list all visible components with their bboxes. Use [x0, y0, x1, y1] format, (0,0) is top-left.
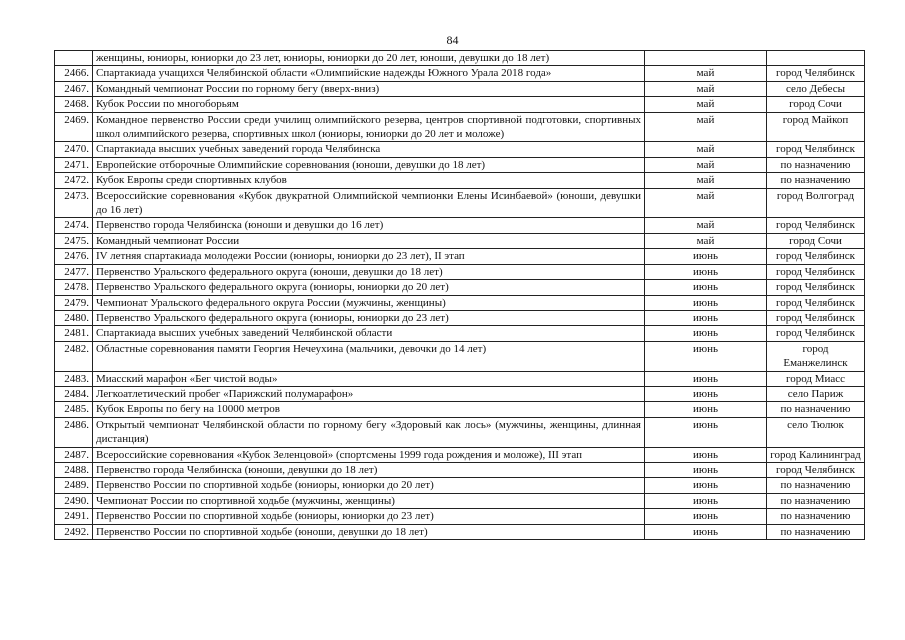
table-row	[55, 417, 865, 447]
event-month-cell: май	[645, 142, 767, 157]
event-place-cell: город Челябинск	[767, 264, 865, 279]
event-name-cell: Чемпионат Уральского федерального округа России (мужчины, женщины)	[93, 295, 645, 310]
event-name-cell: женщины, юниоры, юниорки до 23 лет, юниоры, юниорки до 20 лет, юноши, девушки до 18 лет)	[93, 51, 645, 66]
event-number-cell: 2489.	[55, 478, 93, 493]
event-place-cell: по назначению	[767, 509, 865, 524]
event-name-cell: Миасский марафон «Бег чистой воды»	[93, 371, 645, 386]
events-table	[54, 50, 865, 540]
event-number-cell: 2490.	[55, 493, 93, 508]
table-row	[55, 478, 865, 493]
event-month-cell: июнь	[645, 249, 767, 264]
table-row	[55, 295, 865, 310]
event-name-cell: Первенство города Челябинска (юноши и девушки до 16 лет)	[93, 218, 645, 233]
table-row	[55, 218, 865, 233]
table-row	[55, 233, 865, 248]
event-place-cell: город Челябинск	[767, 462, 865, 477]
event-month-cell: май	[645, 66, 767, 81]
event-number-cell: 2492.	[55, 524, 93, 539]
event-number-cell: 2481.	[55, 326, 93, 341]
event-name-cell: Командный чемпионат России	[93, 233, 645, 248]
event-number-cell: 2484.	[55, 386, 93, 401]
event-month-cell: июнь	[645, 402, 767, 417]
event-place-cell: по назначению	[767, 478, 865, 493]
event-number-cell: 2477.	[55, 264, 93, 279]
event-number-cell: 2471.	[55, 157, 93, 172]
event-name-cell: Кубок Европы по бегу на 10000 метров	[93, 402, 645, 417]
event-name-cell: Первенство России по спортивной ходьбе (юноши, девушки до 18 лет)	[93, 524, 645, 539]
table-row	[55, 493, 865, 508]
event-month-cell: июнь	[645, 462, 767, 477]
table-row	[55, 173, 865, 188]
event-month-cell: июнь	[645, 371, 767, 386]
events-table-body	[55, 51, 865, 540]
table-row	[55, 264, 865, 279]
table-row	[55, 462, 865, 477]
event-name-cell: Спартакиада высших учебных заведений города Челябинска	[93, 142, 645, 157]
event-number-cell: 2472.	[55, 173, 93, 188]
event-name-cell: Легкоатлетический пробег «Парижский полумарафон»	[93, 386, 645, 401]
event-number-cell: 2488.	[55, 462, 93, 477]
event-month-cell: июнь	[645, 447, 767, 462]
event-place-cell: город Челябинск	[767, 249, 865, 264]
event-place-cell	[767, 51, 865, 66]
event-place-cell: город Челябинск	[767, 326, 865, 341]
event-place-cell: по назначению	[767, 524, 865, 539]
event-month-cell: май	[645, 81, 767, 96]
event-place-cell: город Челябинск	[767, 280, 865, 295]
event-month-cell: июнь	[645, 341, 767, 371]
event-month-cell: май	[645, 233, 767, 248]
event-number-cell: 2468.	[55, 97, 93, 112]
event-name-cell: Первенство Уральского федерального округа (юноши, девушки до 18 лет)	[93, 264, 645, 279]
table-row	[55, 97, 865, 112]
event-place-cell: город Калининград	[767, 447, 865, 462]
event-number-cell: 2480.	[55, 310, 93, 325]
event-month-cell: июнь	[645, 310, 767, 325]
table-row	[55, 326, 865, 341]
event-place-cell: город Миасс	[767, 371, 865, 386]
table-row	[55, 402, 865, 417]
event-name-cell: Всероссийские соревнования «Кубок двукратной Олимпийской чемпионки Елены Исинбаевой» (юноши, девушки до 16 лет)	[93, 188, 645, 218]
event-place-cell: город Челябинск	[767, 142, 865, 157]
event-name-cell: Кубок Европы среди спортивных клубов	[93, 173, 645, 188]
event-name-cell: Первенство Уральского федерального округа (юниоры, юниорки до 23 лет)	[93, 310, 645, 325]
event-month-cell: май	[645, 188, 767, 218]
event-number-cell: 2478.	[55, 280, 93, 295]
table-row	[55, 249, 865, 264]
event-month-cell: июнь	[645, 524, 767, 539]
event-name-cell: Спартакиада учащихся Челябинской области «Олимпийские надежды Южного Урала 2018 года»	[93, 66, 645, 81]
table-row	[55, 280, 865, 295]
event-number-cell: 2475.	[55, 233, 93, 248]
event-month-cell	[645, 51, 767, 66]
event-place-cell: село Дебесы	[767, 81, 865, 96]
event-place-cell: село Париж	[767, 386, 865, 401]
event-place-cell: по назначению	[767, 157, 865, 172]
event-place-cell: город Челябинск	[767, 310, 865, 325]
event-month-cell: май	[645, 112, 767, 142]
event-number-cell: 2466.	[55, 66, 93, 81]
event-place-cell: город Сочи	[767, 97, 865, 112]
event-month-cell: май	[645, 173, 767, 188]
event-month-cell: май	[645, 97, 767, 112]
event-name-cell: Первенство России по спортивной ходьбе (юниоры, юниорки до 20 лет)	[93, 478, 645, 493]
event-number-cell: 2487.	[55, 447, 93, 462]
event-number-cell: 2485.	[55, 402, 93, 417]
event-month-cell: июнь	[645, 326, 767, 341]
event-name-cell: Первенство Уральского федерального округа (юниоры, юниорки до 20 лет)	[93, 280, 645, 295]
table-row	[55, 509, 865, 524]
event-name-cell: Спартакиада высших учебных заведений Челябинской области	[93, 326, 645, 341]
table-row	[55, 112, 865, 142]
event-name-cell: Областные соревнования памяти Георгия Нечеухина (мальчики, девочки до 14 лет)	[93, 341, 645, 371]
event-name-cell: Первенство города Челябинска (юноши, девушки до 18 лет)	[93, 462, 645, 477]
event-place-cell: по назначению	[767, 493, 865, 508]
event-month-cell: июнь	[645, 295, 767, 310]
table-row	[55, 310, 865, 325]
table-row	[55, 371, 865, 386]
event-month-cell: июнь	[645, 478, 767, 493]
table-row	[55, 81, 865, 96]
event-name-cell: IV летняя спартакиада молодежи России (юниоры, юниорки до 23 лет), II этап	[93, 249, 645, 264]
event-number-cell: 2482.	[55, 341, 93, 371]
event-number-cell: 2476.	[55, 249, 93, 264]
event-number-cell: 2469.	[55, 112, 93, 142]
event-number-cell: 2467.	[55, 81, 93, 96]
event-name-cell: Всероссийские соревнования «Кубок Зеленцовой» (спортсмены 1999 года рождения и моложе), III этап	[93, 447, 645, 462]
event-month-cell: июнь	[645, 417, 767, 447]
table-row	[55, 341, 865, 371]
event-place-cell: город Волгоград	[767, 188, 865, 218]
event-month-cell: июнь	[645, 509, 767, 524]
event-name-cell: Командный чемпионат России по горному бегу (вверх-вниз)	[93, 81, 645, 96]
event-name-cell: Первенство России по спортивной ходьбе (юниоры, юниорки до 23 лет)	[93, 509, 645, 524]
event-month-cell: май	[645, 218, 767, 233]
event-place-cell: по назначению	[767, 402, 865, 417]
event-place-cell: село Тюлюк	[767, 417, 865, 447]
event-number-cell: 2470.	[55, 142, 93, 157]
event-number-cell: 2486.	[55, 417, 93, 447]
event-place-cell: город Челябинск	[767, 66, 865, 81]
event-place-cell: по назначению	[767, 173, 865, 188]
event-number-cell: 2479.	[55, 295, 93, 310]
event-name-cell: Европейские отборочные Олимпийские соревнования (юноши, девушки до 18 лет)	[93, 157, 645, 172]
event-month-cell: июнь	[645, 386, 767, 401]
event-name-cell: Командное первенство России среди училищ олимпийского резерва, центров спортивной подготовки, спортивных школ олимпийского резерва, спортивных школ (юниоры, юниорки до 20 лет и моложе)	[93, 112, 645, 142]
event-month-cell: май	[645, 157, 767, 172]
event-name-cell: Кубок России по многоборьям	[93, 97, 645, 112]
table-row	[55, 142, 865, 157]
event-name-cell: Открытый чемпионат Челябинской области по горному бегу «Здоровый как лось» (мужчины, женщины, длинная дистанция)	[93, 417, 645, 447]
event-number-cell	[55, 51, 93, 66]
event-number-cell: 2473.	[55, 188, 93, 218]
event-month-cell: июнь	[645, 280, 767, 295]
event-place-cell: город Майкоп	[767, 112, 865, 142]
event-month-cell: июнь	[645, 493, 767, 508]
event-name-cell: Чемпионат России по спортивной ходьбе (мужчины, женщины)	[93, 493, 645, 508]
table-row	[55, 447, 865, 462]
table-row	[55, 157, 865, 172]
table-row	[55, 51, 865, 66]
event-place-cell: город Челябинск	[767, 295, 865, 310]
table-row	[55, 66, 865, 81]
event-place-cell: город Сочи	[767, 233, 865, 248]
page-number: 84	[446, 33, 459, 47]
event-month-cell: июнь	[645, 264, 767, 279]
event-number-cell: 2483.	[55, 371, 93, 386]
table-row	[55, 188, 865, 218]
event-number-cell: 2474.	[55, 218, 93, 233]
event-place-cell: город Еманжелинск	[767, 341, 865, 371]
table-row	[55, 524, 865, 539]
event-place-cell: город Челябинск	[767, 218, 865, 233]
event-number-cell: 2491.	[55, 509, 93, 524]
table-row	[55, 386, 865, 401]
